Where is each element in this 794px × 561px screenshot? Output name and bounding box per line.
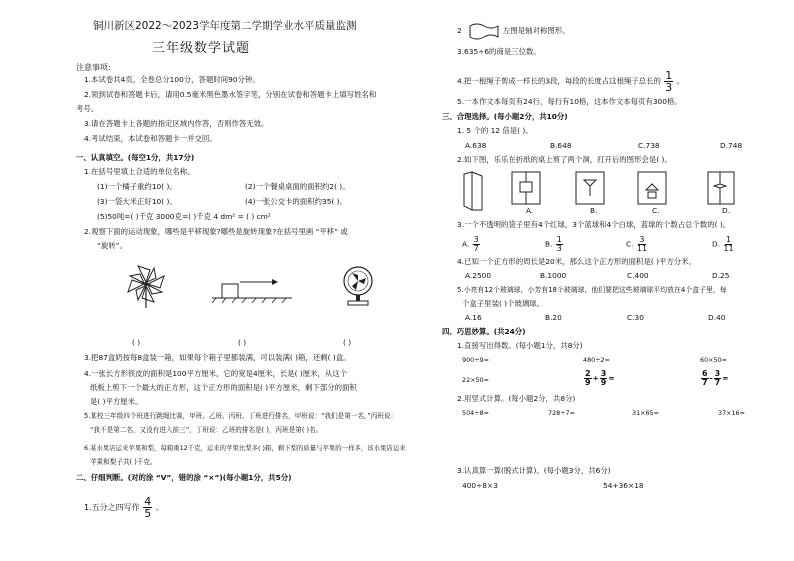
option-label[interactable]: A. [526, 206, 534, 215]
numerator: 3 [600, 369, 607, 378]
s2-q1 [84, 496, 164, 519]
calc-item: 22×50= [462, 376, 489, 384]
s3-q4: 4.已知一个正方形的周长是20米，那么这个正方形的面积是( )平方分米。 [457, 257, 696, 266]
option[interactable]: D.748 [720, 141, 743, 150]
s3-q3: 3.一个不透明的袋子里有4个红球，3个蓝球和4个白球，蓝球的个数占总个数的( )。 [457, 220, 731, 229]
pushing-box-image [212, 276, 294, 304]
r-q4 [457, 70, 684, 93]
flag-shape-image [468, 22, 500, 40]
fold-figures [462, 170, 762, 212]
s1-q2b: “旋转”。 [97, 241, 127, 250]
option[interactable] [545, 236, 564, 253]
r-q4-end: 。 [676, 76, 685, 86]
calc-item: 504÷8= [462, 409, 489, 417]
option[interactable] [462, 236, 481, 253]
fraction [714, 370, 722, 387]
option[interactable]: B.648 [550, 141, 572, 150]
s1-q1a: (1)一个橘子重约10( )。 [97, 182, 177, 191]
numerator: 1 [665, 69, 673, 82]
exam-title: 铜川新区2022～2023学年度第二学期学业水平质量监测 [93, 20, 357, 32]
s3-q5b: 个盒子里装( )个玻璃球。 [462, 299, 545, 308]
answer-paren[interactable]: ( ) [238, 338, 247, 347]
s4-q3: 3.认真算一算(脱式计算)。(每小题3分，共6分) [457, 466, 611, 475]
denominator: 5 [144, 507, 152, 520]
calc-item: 728÷7= [548, 409, 575, 417]
operator: + [592, 373, 599, 383]
s1-q3: 3.把87盒奶按每8盒装一箱，如果每个箱子里都装满，可以装满( )箱，还剩( )盒。 [84, 353, 351, 362]
note-item: 2.领到试卷和答题卡后，请用0.5毫米黑色墨水签字笔，分别在试卷和答题卡上填写姓名和 [84, 90, 377, 99]
calc-item: 37×16= [718, 409, 745, 417]
denominator: 3 [556, 244, 562, 253]
denominator: 7 [702, 378, 708, 387]
denominator: 7 [473, 244, 479, 253]
fraction [637, 236, 647, 253]
fraction-expression: $\frac{6}{7}$ - $\frac{3}{7}$ = [702, 369, 729, 387]
option-letter: C. [626, 239, 634, 249]
denominator: 9 [600, 378, 607, 387]
s2-q1-end: 。 [155, 503, 164, 512]
s1-q1e: (5)50吨=( )千克 3000克=( )千克 4 dm² = ( ) cm² [97, 212, 271, 221]
r-q2: 左图是轴对称图形。 [503, 26, 570, 35]
fraction [556, 236, 563, 253]
option[interactable]: B.20 [545, 313, 562, 322]
option-label[interactable]: B. [590, 206, 598, 215]
s4-q1: 1.直接写出得数。(每小题1分，共8分) [457, 341, 583, 350]
option[interactable]: A.16 [465, 313, 482, 322]
s1-q5b: “我不是第二名，又没有进入前三”，丁班说：乙班的排名是( )，丙班是第( )名。 [90, 426, 323, 434]
option[interactable]: A.2500 [465, 271, 492, 280]
numerator: 1 [556, 235, 562, 244]
option-label[interactable]: D. [722, 206, 731, 215]
numerator: 6 [702, 369, 708, 378]
numerator: 3 [714, 369, 721, 378]
s1-q1b: (2)一个餐桌桌面的面积约2( )。 [245, 182, 350, 191]
question-number: 2 [457, 26, 462, 35]
numerator: 3 [639, 235, 645, 244]
option[interactable] [712, 236, 735, 253]
denominator: 11 [636, 244, 648, 253]
fraction [473, 236, 480, 253]
option[interactable]: B.1000 [540, 271, 567, 280]
s3-q1: 1. 5 个的 12 倍是( )。 [457, 126, 533, 135]
s1-q4c: 是( )平方厘米。 [90, 397, 143, 406]
calc-item: 31×65= [632, 409, 659, 417]
s1-q4b: 纸板上剪下一个最大的正方形，这个正方形的面积是( )平方厘米，剩下部分的面积 [90, 383, 357, 392]
option-letter: D. [712, 239, 721, 249]
pinwheel-image [124, 262, 168, 308]
fraction-expression: $\frac{2}{9}$ + $\frac{3}{9}$ = [585, 369, 615, 387]
s3-q2: 2.如下图，乐乐在折纸的桌上剪了两个洞，打开后的图形会是( )。 [457, 155, 672, 164]
fraction [701, 370, 709, 387]
numerator: 1 [725, 235, 732, 244]
fraction [664, 70, 673, 93]
section1-heading: 一、认真填空。(每空1分，共17分) [76, 153, 195, 162]
note-item: 1.本试卷共4页，全卷总分100分，答题时间90分钟。 [84, 75, 260, 84]
s1-q1c: (3)一袋大米正好10( )。 [97, 197, 177, 206]
numerator: 3 [473, 235, 479, 244]
option-letter: B. [545, 239, 553, 249]
section3-heading: 三、合理选择。(每小题2分，共10分) [442, 112, 568, 121]
denominator: 7 [714, 378, 721, 387]
calc-item: 54+36×18 [603, 481, 644, 490]
operator: - [709, 373, 713, 383]
s4-q2: 2.用竖式计算。(每小题2分，共8分) [457, 394, 576, 403]
answer-paren[interactable]: ( ) [343, 338, 352, 347]
s1-q1d: (4)一张公交卡的面积约35( )。 [245, 197, 347, 206]
s1-q1: 1.在括号里填上合适的单位名称。 [84, 167, 195, 176]
option[interactable]: C.400 [627, 271, 649, 280]
s3-q5a: 5.小亮有12个玻璃球，小芳有18个玻璃球，他们要把这些玻璃球平均放在4个盒子里，每 [457, 286, 727, 294]
numerator: 2 [585, 369, 591, 378]
option-letter: A. [462, 239, 470, 249]
calc-item: 480÷2= [583, 356, 610, 364]
electric-fan-image [340, 266, 376, 306]
section2-heading: 二、仔细判断。(对的涂 “V”，错的涂 “×”)(每小题1分，共5分) [76, 473, 292, 482]
answer-paren[interactable]: ( ) [132, 338, 141, 347]
r-q4-text: 4.把一根绳子剪成一样长的3段，每段的长度占这根绳子总长的 [457, 76, 661, 86]
s1-q6a: 6.某水果店运来苹果和梨，每箱重12千克，运来的苹果比梨多( )箱，剩下梨的质量与苹果的一样多，该水果店运来 [84, 444, 406, 452]
s1-q2a: 2.观察下面的运动现象，哪些是平移现象?哪些是旋转现象?在括号里画 “平移” 或 [84, 227, 348, 236]
fraction [723, 236, 733, 253]
exam-subtitle: 三年级数学试题 [152, 41, 251, 56]
s1-q5a: 5.某校三年级四个班进行跳绳比赛，甲班、乙班、丙班、丁班进行排名，甲班说：“我们是第一名，”丙班说： [84, 412, 398, 420]
s1-q4a: 4.一张长方形铁皮的面积是100平方厘米，它的宽是4厘米，长是( )厘米，从这个 [84, 369, 348, 378]
calc-item: 400÷8×3 [462, 481, 498, 490]
fraction [584, 370, 592, 387]
numerator: 4 [144, 495, 152, 508]
denominator: 9 [585, 378, 591, 387]
calc-item: 60×50= [700, 356, 727, 364]
option[interactable]: C.738 [638, 141, 660, 150]
option[interactable]: D.25 [712, 271, 730, 280]
note-item: 4.考试结束，本试卷和答题卡一并交回。 [84, 134, 217, 143]
option-label[interactable]: C. [652, 206, 660, 215]
note-item: 考号。 [76, 104, 99, 113]
option[interactable] [626, 236, 648, 253]
notes-heading: 注意事项: [76, 63, 111, 72]
s2-q1-text: 1.五分之四写作 [84, 503, 140, 512]
fraction [143, 496, 152, 519]
section4-heading: 四、巧思妙算。(共24分) [442, 327, 526, 336]
fraction [600, 370, 608, 387]
calc-item: 900÷9= [462, 356, 489, 364]
note-item: 3.请在答题卡上各题的指定区域内作答，否则作答无效。 [84, 119, 269, 128]
s1-q6b: 苹果和梨子共( )千克。 [90, 458, 157, 466]
r-q3: 3.635÷6的商是三位数。 [457, 47, 541, 56]
denominator: 3 [665, 81, 673, 94]
option[interactable]: C.30 [627, 313, 644, 322]
denominator: 11 [723, 244, 734, 253]
option[interactable]: D.40 [708, 313, 726, 322]
r-q5: 5.一本作文本每页有24行，每行有10格，这本作文本每页有300格。 [457, 97, 682, 106]
option[interactable]: A.638 [465, 141, 487, 150]
